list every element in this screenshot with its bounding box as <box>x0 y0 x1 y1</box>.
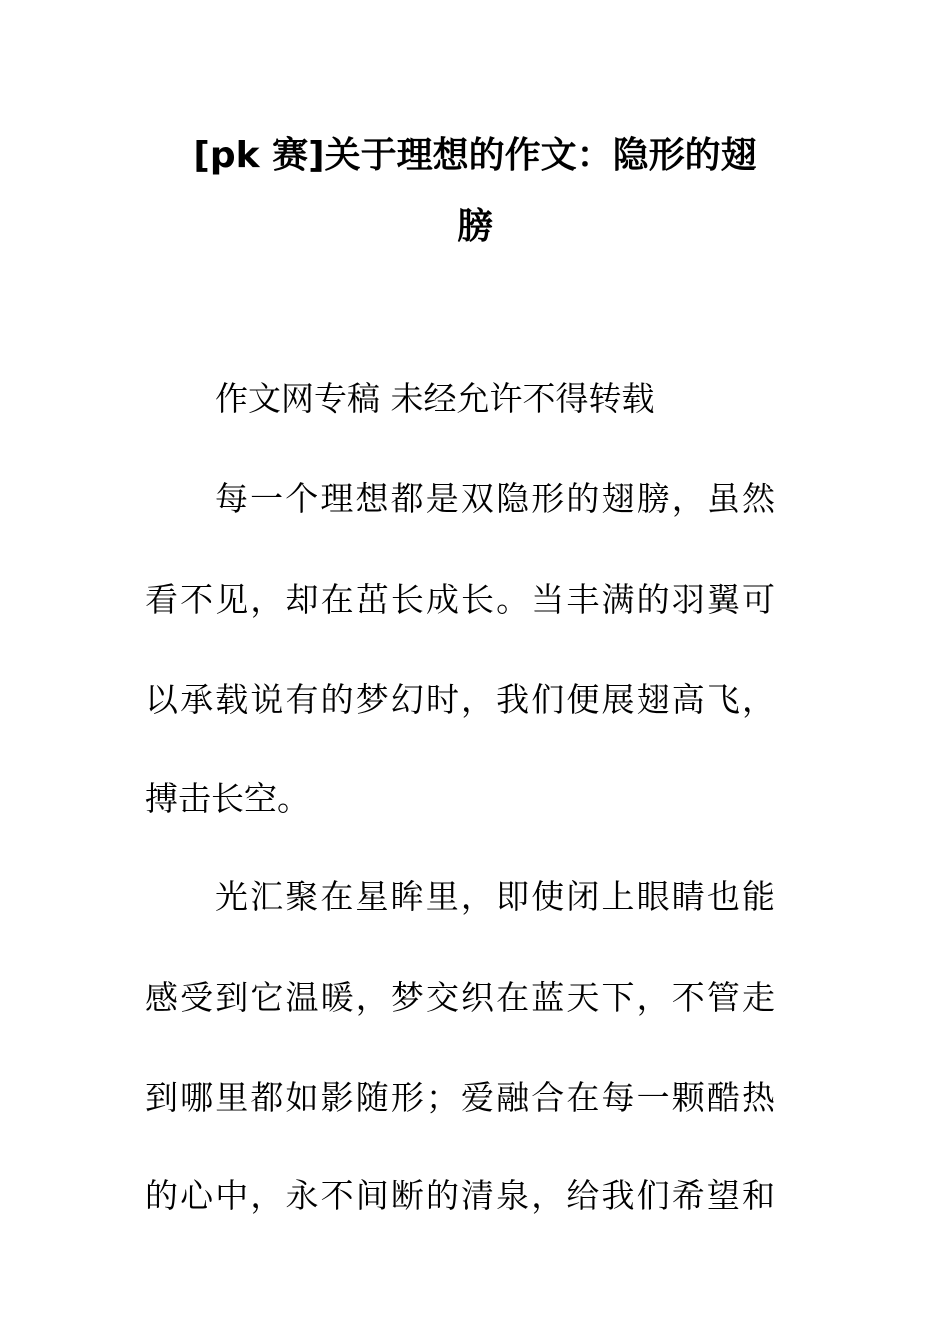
paragraph-1-line-3: 以承载说有的梦幻时，我们便展翅高飞， <box>145 680 775 719</box>
paragraph-1-line-2: 看不见，却在茁长成长。当丰满的羽翼可 <box>145 580 775 619</box>
paragraph-1-line-1: 每一个理想都是双隐形的翅膀，虽然 <box>215 479 775 518</box>
paragraph-2-line-2: 感受到它温暖，梦交织在蓝天下，不管走 <box>145 978 775 1017</box>
document-title-line-2: 膀 <box>456 206 493 247</box>
paragraph-2-line-1: 光汇聚在星眸里，即使闭上眼睛也能 <box>215 877 775 916</box>
paragraph-2-line-4: 的心中，永不间断的清泉，给我们希望和 <box>145 1176 775 1215</box>
document-title-line-1: [pk 赛]关于理想的作文：隐形的翅 <box>193 135 757 176</box>
paragraph-2-line-3: 到哪里都如影随形；爱融合在每一颗酷热 <box>145 1078 775 1117</box>
byline-notice: 作文网专稿 未经允许不得转载 <box>215 379 655 418</box>
paragraph-1-line-4: 搏击长空。 <box>145 779 310 818</box>
